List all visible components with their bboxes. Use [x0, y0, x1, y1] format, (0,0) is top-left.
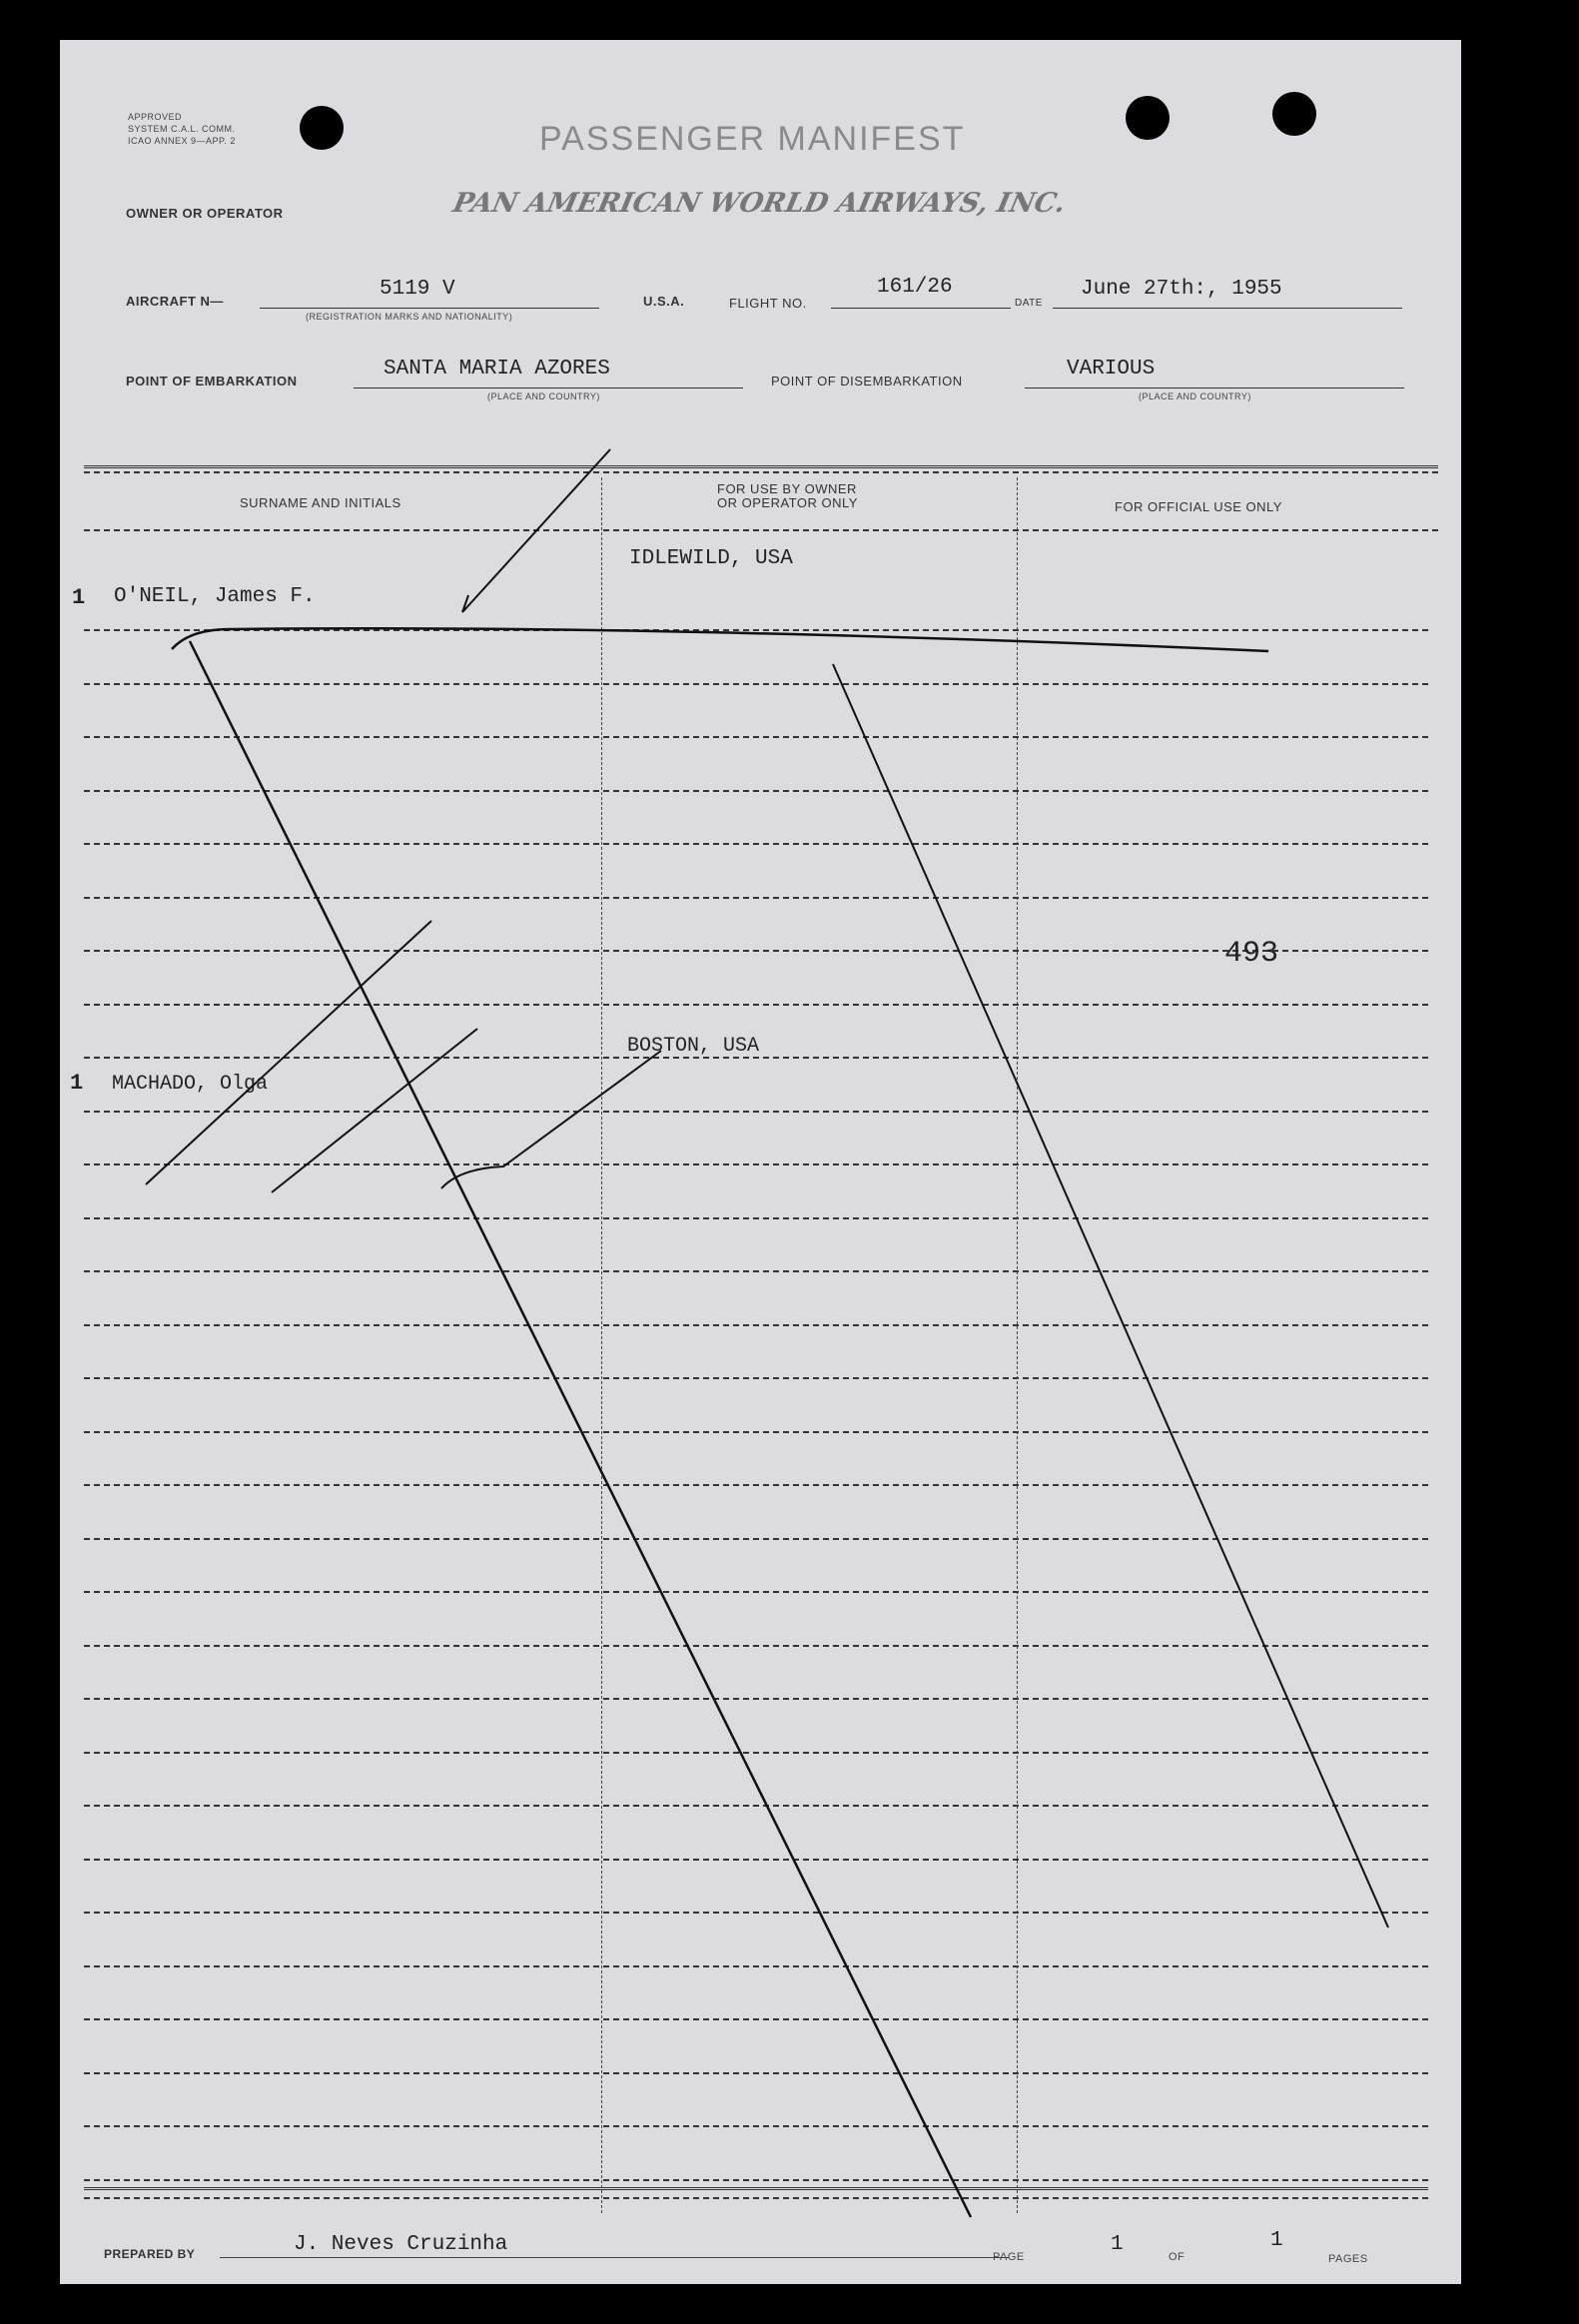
disembark-caption: (PLACE AND COUNTRY) [1139, 391, 1251, 401]
form-title: PASSENGER MANIFEST [539, 120, 966, 158]
owner-value: PAN AMERICAN WORLD AIRWAYS, INC. [449, 188, 1069, 219]
of-value: 1 [1270, 2229, 1283, 2252]
passenger-1-name: O'NEIL, James F. [114, 585, 316, 608]
aircraft-caption: (REGISTRATION MARKS AND NATIONALITY) [306, 312, 513, 322]
cancel-slash-left [190, 641, 971, 2217]
check-mark-stroke [462, 449, 610, 612]
embark-caption: (PLACE AND COUNTRY) [487, 391, 600, 401]
approval-line-1: APPROVED [128, 112, 183, 122]
manifest-sheet [60, 40, 1461, 2284]
passenger-1-count: 1 [72, 585, 86, 610]
cancel-slash-right [833, 664, 1388, 1928]
pages-label: PAGES [1328, 2253, 1368, 2265]
disembark-label: POINT OF DISEMBARKATION [771, 374, 963, 388]
disembark-value: VARIOUS [1067, 358, 1156, 381]
aircraft-value: 5119 V [380, 278, 455, 301]
passenger-2-name: MACHADO, Olga [112, 1073, 269, 1096]
column-header-official: FOR OFFICIAL USE ONLY [1115, 499, 1282, 514]
approval-line-3: ICAO ANNEX 9—APP. 2 [128, 136, 236, 146]
column-header-owner-line1: FOR USE BY OWNER [717, 481, 857, 496]
pen-marks [60, 40, 1461, 2284]
official-number: 493 [1224, 937, 1279, 971]
column-header-owner-line2: OR OPERATOR ONLY [717, 495, 858, 510]
tick-mark-3 [441, 1051, 661, 1188]
passenger-1-destination: IDLEWILD, USA [629, 547, 793, 570]
usa-label: U.S.A. [643, 294, 685, 309]
flight-label: FLIGHT NO. [729, 296, 807, 311]
tick-mark-1 [146, 921, 431, 1184]
embark-value: SANTA MARIA AZORES [384, 358, 610, 381]
date-value: June 27th:, 1955 [1081, 278, 1282, 301]
approval-line-2: SYSTEM C.A.L. COMM. [128, 124, 236, 134]
column-header-surname: SURNAME AND INITIALS [240, 495, 401, 510]
date-label: DATE [1015, 298, 1043, 309]
tick-mark-2 [272, 1029, 477, 1192]
passenger-2-count: 1 [70, 1071, 84, 1096]
aircraft-label: AIRCRAFT N— [126, 294, 224, 309]
page-value: 1 [1111, 2233, 1124, 2256]
owner-label: OWNER OR OPERATOR [126, 206, 284, 221]
of-label: OF [1169, 2251, 1185, 2263]
prepared-value: J. Neves Cruzinha [294, 2233, 508, 2256]
page-label: PAGE [993, 2251, 1025, 2263]
prepared-label: PREPARED BY [104, 2247, 196, 2261]
embark-label: POINT OF EMBARKATION [126, 374, 298, 388]
passenger-2-destination: BOSTON, USA [627, 1035, 760, 1058]
bracket-line [172, 628, 1268, 651]
flight-value: 161/26 [877, 276, 953, 299]
